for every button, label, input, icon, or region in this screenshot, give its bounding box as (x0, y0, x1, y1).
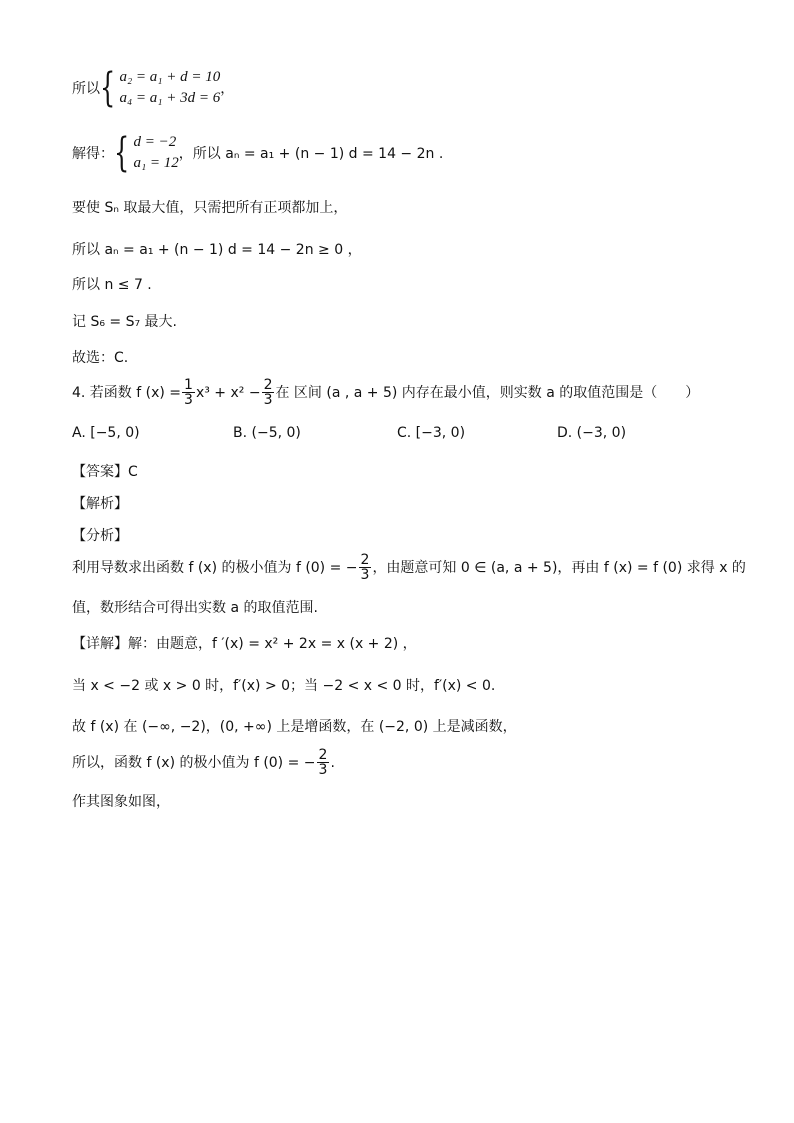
option-d: D. (−3, 0) (557, 425, 627, 441)
text-suffix: ，所以 aₙ = a₁ + (n − 1) d = 14 − 2n . (178, 146, 444, 162)
text-prefix: 所以 (72, 81, 100, 97)
answer-label: 【答案】C (72, 464, 138, 480)
question-start: 4. 若函数 f (x) = (72, 384, 182, 401)
fraction (359, 553, 372, 582)
fraction (317, 748, 330, 777)
equation-system-1 (72, 65, 235, 111)
text-line: 记 S₆ = S₇ 最大. (72, 314, 177, 330)
fraction (262, 378, 275, 407)
fraction-numerator: 2 (263, 377, 273, 393)
text-line: 所以 aₙ = a₁ + (n − 1) d = 14 − 2n ≥ 0 ， (72, 242, 362, 258)
fenxi-label: 【分析】 (72, 528, 128, 544)
option-b: B. (−5, 0) (233, 425, 301, 441)
system-row: d = −2 (133, 134, 177, 150)
system-row: a₂ = a₁ + d = 10 (119, 69, 221, 85)
text-line: 所以 n ≤ 7 . (72, 277, 152, 293)
detail-line-4 (72, 748, 335, 777)
fraction-numerator: 2 (318, 747, 328, 763)
detail-line-3: 故 f (x) 在 (−∞, −2)，(0, +∞) 上是增函数，在 (−2, 0) 上是减函数， (72, 719, 517, 735)
fraction-numerator: 2 (360, 552, 370, 568)
question-4 (72, 378, 699, 407)
jiexi-label: 【解析】 (72, 496, 128, 512)
text-line: 要使 Sₙ 取最大值，只需把所有正项都加上， (72, 200, 348, 216)
system-row: a₁ = 12 (133, 155, 179, 171)
system-row: a₄ = a₁ + 3d = 6 (119, 90, 221, 106)
analysis-part1: 利用导数求出函数 f (x) 的极小值为 f (0) = − (72, 559, 358, 576)
fraction-denominator: 3 (184, 392, 193, 408)
equation-system-2 (72, 130, 444, 176)
text-line: 故选：C. (72, 350, 129, 366)
fraction-denominator: 3 (318, 762, 328, 778)
question-end: 在 区间 (a , a + 5) 内存在最小值，则实数 a 的取值范围是（ ） (275, 384, 700, 401)
analysis-part2: ，由题意可知 0 ∈ (a, a + 5)，再由 f (x) = f (0) 求得 x 的 (372, 559, 746, 576)
detail-line-5: 作其图象如图， (72, 794, 170, 810)
option-a: A. [−5, 0) (72, 425, 140, 441)
detail-line-2: 当 x < −2 或 x > 0 时，f′(x) > 0；当 −2 < x < 0 时，f′(x) < 0. (72, 678, 496, 694)
fraction-denominator: 3 (263, 392, 273, 408)
detail-line-1: 【详解】解：由题意，f ′(x) = x² + 2x = x (x + 2) ， (72, 636, 417, 652)
fraction (182, 378, 195, 407)
option-c: C. [−3, 0) (397, 425, 466, 441)
system-rows (119, 69, 220, 107)
text-prefix: 解得： (72, 146, 114, 162)
analysis-line-2: 值，数形结合可得出实数 a 的取值范围. (72, 600, 318, 616)
question-mid: x³ + x² − (195, 384, 261, 401)
detail-part1: 所以，函数 f (x) 的极小值为 f (0) = − (72, 754, 316, 771)
system-rows (133, 134, 178, 172)
brace-icon: { (114, 130, 130, 176)
fraction-denominator: 3 (360, 567, 370, 583)
fraction-numerator: 1 (184, 377, 193, 393)
text-suffix: ， (220, 81, 235, 97)
detail-part2: . (330, 754, 335, 771)
brace-icon: { (100, 65, 116, 111)
analysis-line-1 (72, 553, 746, 582)
